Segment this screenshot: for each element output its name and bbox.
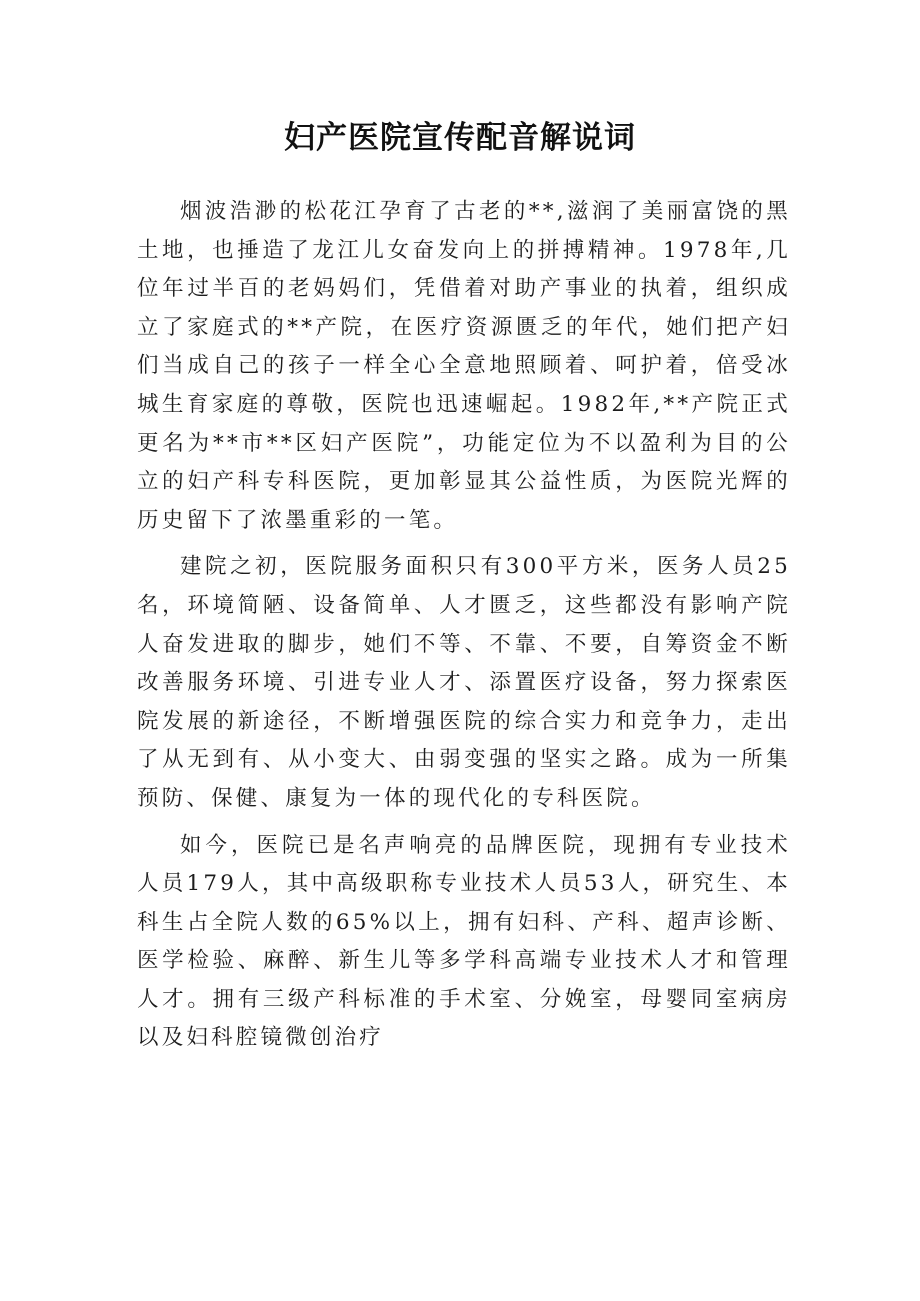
paragraph-founding: 建院之初，医院服务面积只有300平方米，医务人员25名，环境简陋、设备简单、人才匮乏，这些都没有影响产院人奋发进取的脚步，她们不等、不靠、不要，自筹资金不断改善服务环境、引进专业人才、添置医疗设备，努力探索医院发展的新途径，不断增强医院的综合实力和竞争力，走出了从无到有、从小变大、由弱变强的坚实之路。成为一所集预防、保健、康复为一体的现代化的专科医院。 <box>137 554 791 811</box>
paragraph-history: 烟波浩渺的松花江孕育了古老的**,滋润了美丽富饶的黑土地，也捶造了龙江儿女奋发向上的拼搏精神。1978年,几位年过半百的老妈妈们，凭借着对助产事业的执着，组织成立了家庭式的**产院，在医疗资源匮乏的年代，她们把产妇们当成自己的孩子一样全心全意地照顾着、呵护着，倍受冰城生育家庭的尊敬，医院也迅速崛起。1982年,**产院正式更名为**市**区妇产医院”，功能定位为不以盈利为目的公立的妇产科专科医院，更加彰显其公益性质，为医院光辉的历史留下了浓墨重彩的一笔。 <box>137 199 791 533</box>
document-title: 妇产医院宣传配音解说词 <box>284 120 636 156</box>
paragraph-present: 如今，医院已是名声响亮的品牌医院，现拥有专业技术人员179人，其中高级职称专业技术人员53人，研究生、本科生占全院人数的65%以上，拥有妇科、产科、超声诊断、医学检验、麻醉、新生儿等多学科高端专业技术人才和管理人才。拥有三级产科标准的手术室、分娩室，母婴同室病房以及妇科腔镜微创治疗 <box>137 832 791 1051</box>
document-body <box>137 193 791 1066</box>
